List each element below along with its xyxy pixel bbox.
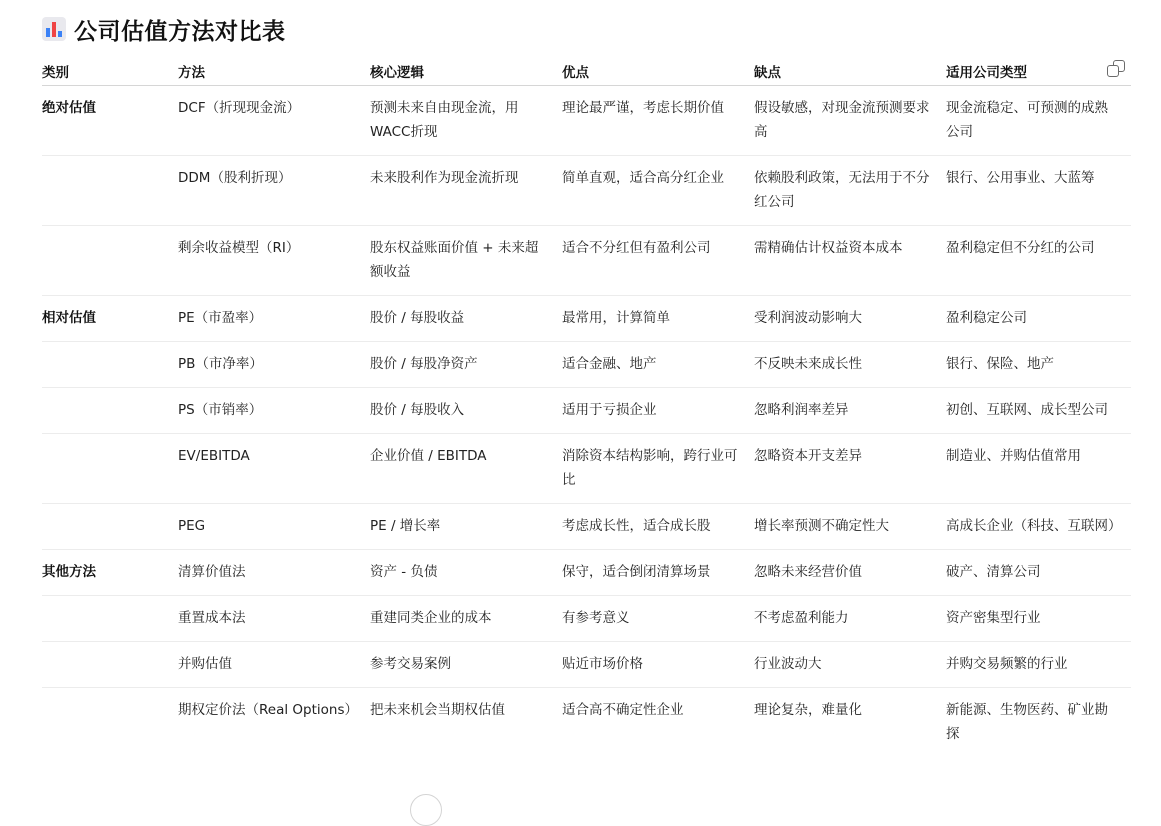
header-applicable-type xyxy=(946,56,1131,86)
valuation-table xyxy=(42,56,1131,757)
cell-cons: 假设敏感，对现金流预测要求高 xyxy=(754,86,946,156)
cell-category xyxy=(42,642,178,688)
cell-category xyxy=(42,688,178,758)
cell-core-logic: 参考交易案例 xyxy=(370,642,562,688)
cell-method: 重置成本法 xyxy=(178,596,370,642)
cell-method: DCF（折现现金流） xyxy=(178,86,370,156)
header-applicable-type-label: 适用公司类型 xyxy=(946,64,1027,81)
cell-category: 其他方法 xyxy=(42,550,178,596)
cell-applicable-type: 现金流稳定、可预测的成熟公司 xyxy=(946,86,1131,156)
cell-core-logic: 重建同类企业的成本 xyxy=(370,596,562,642)
cell-applicable-type: 并购交易频繁的行业 xyxy=(946,642,1131,688)
cell-pros: 考虑成长性，适合成长股 xyxy=(562,504,754,550)
cell-category xyxy=(42,156,178,226)
cell-category xyxy=(42,434,178,504)
cell-core-logic: 预测未来自由现金流，用WACC折现 xyxy=(370,86,562,156)
cell-cons: 不考虑盈利能力 xyxy=(754,596,946,642)
cell-applicable-type: 破产、清算公司 xyxy=(946,550,1131,596)
cell-pros: 适用于亏损企业 xyxy=(562,388,754,434)
cell-core-logic: 未来股利作为现金流折现 xyxy=(370,156,562,226)
cell-method: PEG xyxy=(178,504,370,550)
cell-method: EV/EBITDA xyxy=(178,434,370,504)
cell-method: 并购估值 xyxy=(178,642,370,688)
cell-category: 相对估值 xyxy=(42,296,178,342)
cell-category xyxy=(42,342,178,388)
table-row xyxy=(42,226,1131,296)
cell-pros: 保守，适合倒闭清算场景 xyxy=(562,550,754,596)
cell-method: 期权定价法（Real Options） xyxy=(178,702,358,718)
table-row xyxy=(42,342,1131,388)
cell-pros: 理论最严谨，考虑长期价值 xyxy=(562,86,754,156)
cell-method: PB（市净率） xyxy=(178,342,370,388)
page-title: 公司估值方法对比表 xyxy=(74,18,286,45)
cell-category xyxy=(42,504,178,550)
cell-method: PE（市盈率） xyxy=(178,296,370,342)
cell-cons: 忽略利润率差异 xyxy=(754,388,946,434)
cell-cons: 依赖股利政策，无法用于不分红公司 xyxy=(754,156,946,226)
header-pros: 优点 xyxy=(562,56,754,86)
cell-cons: 不反映未来成长性 xyxy=(754,342,946,388)
bar-chart-icon xyxy=(42,17,66,41)
cell-cons: 受利润波动影响大 xyxy=(754,296,946,342)
header-cons: 缺点 xyxy=(754,56,946,86)
table-row xyxy=(42,688,1131,758)
table-row xyxy=(42,596,1131,642)
scroll-to-bottom-button[interactable] xyxy=(410,794,442,826)
table-row xyxy=(42,504,1131,550)
cell-method: PS（市销率） xyxy=(178,388,370,434)
cell-category xyxy=(42,226,178,296)
cell-core-logic: 股东权益账面价值 + 未来超额收益 xyxy=(370,226,562,296)
table-header-row xyxy=(42,56,1131,86)
cell-pros: 最常用，计算简单 xyxy=(562,296,754,342)
cell-applicable-type: 盈利稳定但不分红的公司 xyxy=(946,226,1131,296)
table-body xyxy=(42,86,1131,758)
cell-applicable-type: 银行、公用事业、大蓝筹 xyxy=(946,156,1131,226)
cell-cons: 忽略未来经营价值 xyxy=(754,550,946,596)
cell-applicable-type: 初创、互联网、成长型公司 xyxy=(946,388,1131,434)
cell-method: 剩余收益模型（RI） xyxy=(178,226,370,296)
cell-pros: 有参考意义 xyxy=(562,596,754,642)
table-row xyxy=(42,296,1131,342)
cell-core-logic: 股价 / 每股收入 xyxy=(370,388,562,434)
cell-pros: 贴近市场价格 xyxy=(562,642,754,688)
cell-pros: 适合高不确定性企业 xyxy=(562,702,684,718)
cell-core-logic: PE / 增长率 xyxy=(370,504,562,550)
cell-core-logic: 股价 / 每股净资产 xyxy=(370,342,562,388)
cell-pros: 消除资本结构影响，跨行业可比 xyxy=(562,434,754,504)
cell-cons: 增长率预测不确定性大 xyxy=(754,504,946,550)
cell-core-logic: 把未来机会当期权估值 xyxy=(370,702,505,718)
table-row xyxy=(42,388,1131,434)
cell-pros: 适合金融、地产 xyxy=(562,342,754,388)
cell-pros: 适合不分红但有盈利公司 xyxy=(562,226,754,296)
cell-core-logic: 资产 - 负债 xyxy=(370,550,562,596)
page-title-row xyxy=(42,12,286,46)
cell-cons: 理论复杂，难量化 xyxy=(754,702,862,718)
cell-pros: 简单直观，适合高分红企业 xyxy=(562,156,754,226)
cell-cons: 忽略资本开支差异 xyxy=(754,434,946,504)
header-core-logic: 核心逻辑 xyxy=(370,56,562,86)
cell-category xyxy=(42,596,178,642)
cell-cons: 行业波动大 xyxy=(754,642,946,688)
cell-category xyxy=(42,388,178,434)
cell-applicable-type: 制造业、并购估值常用 xyxy=(946,434,1131,504)
cell-cons: 需精确估计权益资本成本 xyxy=(754,226,946,296)
cell-method: 清算价值法 xyxy=(178,550,370,596)
cell-applicable-type: 资产密集型行业 xyxy=(946,596,1131,642)
copy-icon[interactable] xyxy=(1107,60,1125,78)
cell-category: 绝对估值 xyxy=(42,86,178,156)
cell-method: DDM（股利折现） xyxy=(178,156,370,226)
table-row xyxy=(42,86,1131,156)
cell-core-logic: 企业价值 / EBITDA xyxy=(370,434,562,504)
cell-applicable-type: 高成长企业（科技、互联网） xyxy=(946,504,1131,550)
table-row xyxy=(42,434,1131,504)
table-row xyxy=(42,550,1131,596)
cell-core-logic: 股价 / 每股收益 xyxy=(370,296,562,342)
table-row xyxy=(42,156,1131,226)
table-row xyxy=(42,642,1131,688)
cell-applicable-type: 银行、保险、地产 xyxy=(946,342,1131,388)
header-method: 方法 xyxy=(178,56,370,86)
cell-applicable-type: 新能源、生物医药、矿业勘探 xyxy=(946,702,1108,742)
cell-applicable-type: 盈利稳定公司 xyxy=(946,296,1131,342)
header-category: 类别 xyxy=(42,56,178,86)
